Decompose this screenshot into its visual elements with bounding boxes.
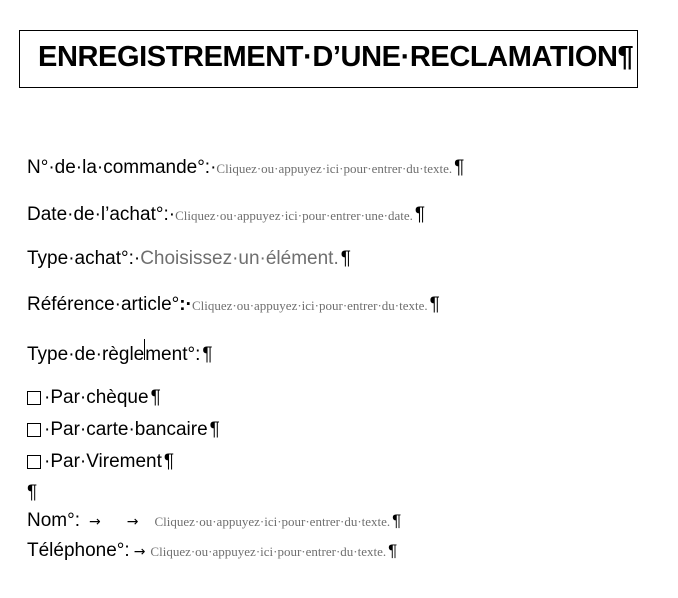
reference-label: Référence·article° — [27, 294, 180, 315]
tab-arrow-icon: → — [126, 514, 139, 530]
field-row-reference — [27, 294, 440, 316]
field-row-reglement — [27, 339, 213, 366]
pilcrow-mark: ¶ — [27, 482, 38, 503]
pilcrow-mark: ¶ — [202, 344, 213, 365]
nom-text-field[interactable]: Cliquez·ou·appuyez·ici·pour·entrer·du·texte. — [154, 514, 391, 529]
checkbox-carte-bancaire[interactable] — [27, 423, 41, 437]
field-row-commande — [27, 157, 464, 179]
date-achat-date-picker[interactable]: Cliquez·ou·appuyez·ici·pour·entrer·une·date. — [175, 208, 413, 223]
pilcrow-mark: ¶ — [150, 387, 161, 408]
field-row-telephone — [27, 540, 397, 562]
type-achat-dropdown[interactable]: Choisissez·un·élément. — [140, 248, 339, 269]
commande-text-field[interactable]: Cliquez·ou·appuyez·ici·pour·entrer·du·texte. — [216, 161, 453, 176]
tab-arrow-icon: → — [133, 544, 146, 560]
commande-label: N°·de·la·commande°:· — [27, 157, 217, 178]
field-row-date-achat — [27, 204, 425, 226]
reference-text-field[interactable]: Cliquez·ou·appuyez·ici·pour·entrer·du·texte. — [191, 298, 428, 313]
type-achat-label: Type·achat°:· — [27, 248, 141, 269]
pilcrow-mark: ¶ — [392, 511, 402, 530]
payment-option-label: ·Par·carte·bancaire — [44, 419, 208, 440]
document-title-text: ENREGISTREMENT·D’UNE·RECLAMATION — [38, 41, 618, 73]
pilcrow-mark: ¶ — [340, 248, 351, 269]
field-row-nom — [27, 510, 401, 532]
payment-option-virement — [27, 451, 174, 473]
pilcrow-mark: ¶ — [388, 541, 398, 560]
checkbox-cheque[interactable] — [27, 391, 41, 405]
field-row-type-achat — [27, 248, 351, 270]
pilcrow-mark: ¶ — [617, 41, 634, 73]
checkbox-virement[interactable] — [27, 455, 41, 469]
payment-option-label: ·Par·Virement — [44, 451, 162, 472]
telephone-text-field[interactable]: Cliquez·ou·appuyez·ici·pour·entrer·du·texte. — [150, 544, 387, 559]
empty-paragraph — [27, 482, 37, 504]
title-box — [19, 30, 638, 88]
nom-label: Nom°: — [27, 510, 80, 531]
reglement-label-end: ment°: — [145, 344, 201, 365]
pilcrow-mark: ¶ — [209, 419, 220, 440]
reglement-label-start: Type·de·règle — [27, 344, 145, 365]
tab-arrow-icon: → — [89, 514, 101, 530]
reference-colon: :· — [179, 294, 192, 315]
document-title — [38, 41, 633, 74]
payment-option-label: ·Par·chèque — [44, 387, 149, 408]
pilcrow-mark: ¶ — [429, 294, 440, 315]
date-achat-label: Date·de·l’achat°:· — [27, 204, 176, 225]
telephone-label: Téléphone°: — [27, 540, 130, 561]
pilcrow-mark: ¶ — [414, 204, 426, 225]
payment-option-carte — [27, 419, 220, 441]
pilcrow-mark: ¶ — [454, 157, 465, 178]
payment-option-cheque — [27, 387, 161, 409]
pilcrow-mark: ¶ — [163, 451, 175, 472]
